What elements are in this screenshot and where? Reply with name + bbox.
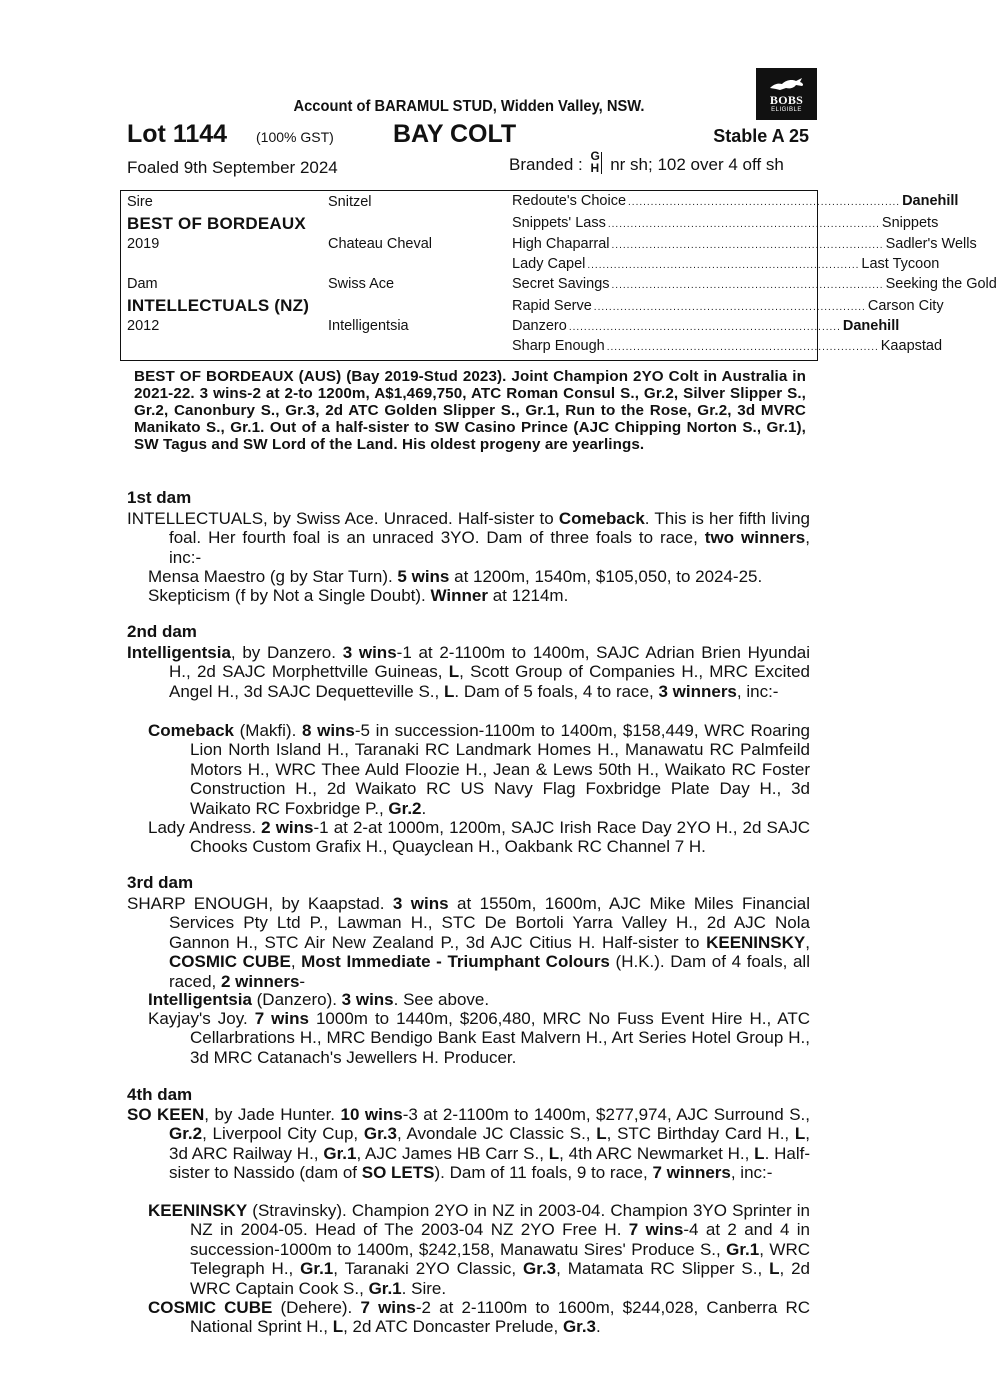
branded-label: Branded : bbox=[509, 155, 583, 174]
second-dam-heading: 2nd dam bbox=[127, 622, 197, 641]
foaled-date: Foaled 9th September 2024 bbox=[127, 158, 338, 177]
bold-run: L bbox=[332, 1317, 344, 1337]
first-dam-description bbox=[127, 509, 810, 567]
text-run: at 1214m. bbox=[487, 586, 569, 605]
bold-run: KEENINSKY bbox=[148, 1201, 248, 1220]
brand-mark bbox=[589, 150, 603, 176]
text-run: Skepticism (f by Not a Single Doubt). bbox=[148, 586, 431, 605]
gst-note: (100% GST) bbox=[256, 129, 334, 145]
brand-bottom: H bbox=[590, 161, 600, 175]
bold-run: 3 wins bbox=[341, 990, 394, 1009]
bold-run: Comeback bbox=[558, 509, 645, 528]
dot-leader: ........................................................................ bbox=[606, 342, 879, 353]
bold-run: 2 wins bbox=[261, 818, 314, 837]
ancestor-sire: Snippets bbox=[881, 215, 939, 231]
bold-run: Intelligentsia bbox=[127, 643, 231, 662]
ancestor-sire: Danehill bbox=[842, 318, 900, 334]
bold-run: 3 wins bbox=[342, 643, 397, 662]
text-run: , 2d ATC Doncaster Prelude, bbox=[343, 1317, 563, 1337]
logo-subtitle: ELIGIBLE bbox=[771, 107, 802, 113]
ancestor-name: Snippets' Lass bbox=[512, 215, 606, 231]
text-run: . Sire. bbox=[401, 1278, 447, 1298]
ancestor-row bbox=[512, 298, 944, 318]
text-run: INTELLECTUALS, by Swiss Ace. Unraced. Half-sister to bbox=[127, 509, 559, 528]
text-run: at 1550m, 1600m, AJC Mike Miles Financial Services Pty Ltd P., Lawman H., STC De Bortoli Yarra Valley H., 2d AJC Nola Gannon H., STC Air New Zealand P., 3d AJC Citius H. Half-sister to bbox=[169, 894, 810, 952]
dot-leader: ........................................................................ bbox=[611, 240, 884, 251]
lot-line bbox=[127, 120, 809, 152]
brand-info bbox=[509, 150, 809, 178]
bold-run: L bbox=[769, 1259, 780, 1279]
bold-run: 3 wins bbox=[392, 894, 449, 913]
ancestor-name: Secret Savings bbox=[512, 276, 610, 292]
brand-bar bbox=[601, 152, 602, 174]
text-run: , bbox=[290, 952, 302, 972]
ancestor-sire: Carson City bbox=[867, 298, 944, 314]
text-run: , Liverpool City Cup, bbox=[202, 1124, 364, 1144]
vendor-account: Account of BARAMUL STUD, Widden Valley, NSW. bbox=[293, 98, 645, 115]
first-dam-heading: 1st dam bbox=[127, 488, 192, 507]
text-run: - bbox=[299, 971, 306, 991]
bold-run: Gr.1 bbox=[726, 1239, 760, 1259]
bold-run: Gr.1 bbox=[300, 1259, 334, 1279]
text-run: -4 at 2 and 4 in succession-1000m to 1400m, $242,158, Manawatu Sires' Produce S., bbox=[190, 1220, 810, 1259]
text-run: Mensa Maestro (g by Star Turn). bbox=[148, 567, 398, 586]
dot-leader: ........................................................................ bbox=[628, 197, 901, 208]
text-run: -5 in succession-1100m to 1400m, $158,449, WRC Roaring Lion North Island H., Taranaki RC Landmark Homes H., Manawatu RC Palmfeild Motors H., WRC Thee Auld Floozie H., Jean & Lews 50th H., Waikato RC Foster Construction H., 2d Waikato RC US Navy Flag Foxbridge Plate Day H., 3d Waikato RC Foxbridge P., bbox=[190, 721, 810, 818]
text-run: (Stravinsky). Champion 2YO in NZ in 2003-04. Champion 3YO Sprinter in NZ in 2004-05. Head of The 2003-04 NZ 2YO Free H. bbox=[190, 1201, 810, 1240]
dam-year: 2012 bbox=[127, 318, 160, 334]
sire-year: 2019 bbox=[127, 236, 160, 252]
text-run: , AJC James HB Carr S., bbox=[356, 1143, 549, 1163]
bold-run: 7 winners bbox=[652, 1163, 731, 1183]
brand-details: nr sh; 102 over 4 off sh bbox=[610, 155, 784, 174]
text-run: , by Jade Hunter. bbox=[204, 1105, 341, 1124]
bold-run: Winner bbox=[430, 586, 488, 605]
text-run: ). Dam of 11 foals, 9 to race, bbox=[434, 1163, 653, 1183]
ancestor-sire: Seeking the Gold bbox=[885, 276, 997, 292]
bold-run: L bbox=[794, 1124, 806, 1144]
third-dam-heading: 3rd dam bbox=[127, 873, 194, 892]
horse-icon bbox=[768, 74, 806, 94]
lot-number: Lot 1144 bbox=[127, 120, 228, 148]
ancestor-name: Rapid Serve bbox=[512, 298, 592, 314]
sire-name: BEST OF BORDEAUX bbox=[127, 214, 306, 233]
bold-run: Gr.2 bbox=[388, 798, 422, 818]
fourth-dam-description bbox=[127, 1105, 810, 1183]
bold-run: COSMIC CUBE bbox=[148, 1298, 273, 1317]
bold-run: 7 wins bbox=[628, 1220, 684, 1240]
bold-run: Gr.1 bbox=[368, 1278, 402, 1298]
progeny-entry bbox=[148, 818, 810, 857]
second-dam-description bbox=[127, 643, 810, 701]
bold-run: 7 wins bbox=[360, 1298, 416, 1317]
bold-run: Comeback bbox=[148, 721, 234, 740]
dot-leader: ........................................................................ bbox=[587, 260, 860, 271]
text-run: -1 at 2-1100m to 1400m, SAJC Adrian Brien Hyundai H., 2d SAJC Morphettville Guineas, bbox=[169, 643, 811, 682]
dam-dam: Intelligentsia bbox=[328, 318, 409, 334]
ancestor-name: Redoute's Choice bbox=[512, 193, 627, 209]
sire-label: Sire bbox=[127, 194, 153, 210]
progeny-entry bbox=[148, 586, 810, 605]
bold-run: two winners bbox=[704, 528, 806, 548]
ancestor-sire: Danehill bbox=[902, 193, 959, 209]
text-run: Kayjay's Joy. bbox=[148, 1009, 255, 1028]
progeny-entry bbox=[148, 1009, 810, 1067]
bold-run: Intelligentsia bbox=[148, 990, 252, 1009]
progeny-entry bbox=[148, 721, 810, 818]
text-run: (Dehere). bbox=[272, 1298, 361, 1317]
bold-run: Most Immediate - Triumphant Colours bbox=[301, 952, 610, 972]
bold-run: 3 winners bbox=[658, 681, 737, 701]
logo-title: BOBS bbox=[769, 93, 804, 107]
text-run: , inc:- bbox=[730, 1163, 773, 1183]
bold-run: KEENINSKY bbox=[706, 932, 806, 952]
text-run: -1 at 2-at 1000m, 1200m, SAJC Irish Race Day 2YO H., 2d SAJC Chooks Custom Grafix H., Quayclean H., Oakbank RC Channel 7 H. bbox=[190, 818, 810, 857]
progeny-entry bbox=[148, 1298, 810, 1337]
pedigree-table bbox=[120, 190, 997, 361]
ancestor-name: Lady Capel bbox=[512, 256, 586, 272]
text-run: . Half-sister to Nassido (dam of bbox=[169, 1143, 810, 1183]
sire-dam: Chateau Cheval bbox=[328, 236, 432, 252]
text-run: , 4th ARC Newmarket H., bbox=[559, 1143, 755, 1163]
horse-description: BAY COLT bbox=[393, 120, 517, 148]
ancestor-row bbox=[512, 215, 939, 235]
bold-run: 7 wins bbox=[254, 1009, 309, 1028]
bold-run: 5 wins bbox=[397, 567, 450, 586]
bold-run: L bbox=[443, 681, 455, 701]
ancestor-row bbox=[512, 318, 900, 338]
bold-run: L bbox=[596, 1124, 607, 1144]
text-run: . bbox=[421, 798, 427, 818]
text-run: . Dam of 5 foals, 4 to race, bbox=[454, 681, 659, 701]
dam-sire: Swiss Ace bbox=[328, 276, 395, 292]
progeny-entry bbox=[148, 1201, 810, 1298]
stable-location: Stable A 25 bbox=[713, 126, 809, 146]
bold-run: SO LETS bbox=[361, 1163, 435, 1183]
text-run: , bbox=[805, 932, 810, 952]
text-run: , STC Birthday Card H., bbox=[606, 1124, 795, 1144]
ancestor-row bbox=[512, 236, 977, 256]
text-run: (H.K.). Dam of 4 foals, all raced, bbox=[169, 952, 810, 991]
text-run: at 1200m, 1540m, $105,050, to 2024-25. bbox=[449, 567, 763, 586]
ancestor-row bbox=[512, 276, 997, 296]
bold-run: Gr.3 bbox=[363, 1124, 397, 1144]
text-run: -2 at 2-1100m to 1600m, $244,028, Canberra RC National Sprint H., bbox=[190, 1298, 811, 1337]
text-run: (Makfi). bbox=[233, 721, 302, 740]
text-run: , WRC Telegraph H., bbox=[190, 1239, 810, 1279]
bold-run: Gr.1 bbox=[323, 1143, 357, 1163]
progeny-entry bbox=[148, 567, 810, 586]
bold-run: L bbox=[548, 1143, 560, 1163]
ancestor-sire: Last Tycoon bbox=[861, 256, 940, 272]
bold-run: COSMIC CUBE bbox=[169, 952, 291, 972]
fourth-dam-heading: 4th dam bbox=[127, 1085, 193, 1104]
bold-run: SO KEEN bbox=[127, 1105, 205, 1124]
bold-run: 10 wins bbox=[340, 1105, 403, 1124]
text-run: Lady Andress. bbox=[148, 818, 262, 837]
ancestor-sire: Sadler's Wells bbox=[885, 236, 977, 252]
text-run: SHARP ENOUGH, by Kaapstad. bbox=[127, 894, 393, 913]
dam-label: Dam bbox=[127, 276, 158, 292]
bold-run: L bbox=[448, 662, 460, 682]
text-run: . bbox=[596, 1317, 601, 1337]
ancestor-row bbox=[512, 256, 940, 276]
ancestor-name: High Chaparral bbox=[512, 236, 610, 252]
third-dam-description bbox=[127, 894, 810, 991]
text-run: , 2d WRC Captain Cook S., bbox=[190, 1259, 811, 1298]
bold-run: Gr.3 bbox=[562, 1317, 597, 1337]
bold-run: L bbox=[754, 1143, 765, 1163]
text-run: , inc:- bbox=[736, 681, 779, 701]
bold-run: Gr.2 bbox=[169, 1124, 203, 1144]
bold-run: 8 wins bbox=[301, 721, 355, 740]
text-run: , by Danzero. bbox=[230, 643, 343, 662]
dot-leader: ........................................................................ bbox=[607, 219, 880, 230]
bold-run: 2 winners bbox=[220, 971, 300, 991]
ancestor-name: Sharp Enough bbox=[512, 338, 605, 354]
text-run: , 3d ARC Railway H., bbox=[169, 1124, 810, 1163]
ancestor-row bbox=[512, 193, 959, 213]
brand-top: G bbox=[590, 149, 600, 163]
text-run: (Danzero). bbox=[251, 990, 342, 1009]
ancestor-row bbox=[512, 338, 943, 358]
dot-leader: ........................................................................ bbox=[593, 302, 866, 313]
dam-name: INTELLECTUALS (NZ) bbox=[127, 296, 310, 315]
text-run: , inc:- bbox=[169, 528, 810, 567]
text-run: . This is her fifth living foal. Her fourth foal is an unraced 3YO. Dam of three foals to race, bbox=[169, 509, 810, 548]
text-run: , Avondale JC Classic S., bbox=[396, 1124, 597, 1144]
dot-leader: ........................................................................ bbox=[568, 322, 841, 333]
text-run: 1000m to 1440m, $206,480, MRC No Fuss Event Hire H., ATC Cellarbrations H., MRC Bendigo Bank East Malvern H., Art Series Hotel Group H., 3d MRC Catanach's Jewellers H. Producer. bbox=[190, 1009, 810, 1067]
text-run: , Taranaki 2YO Classic, bbox=[333, 1259, 524, 1279]
dot-leader: ........................................................................ bbox=[611, 280, 884, 291]
progeny-entry bbox=[148, 990, 810, 1009]
text-run: , Matamata RC Slipper S., bbox=[556, 1259, 770, 1279]
text-run: , Scott Group of Companies H., MRC Excited Angel H., 3d SAJC Dequetteville S., bbox=[169, 662, 811, 701]
ancestor-sire: Kaapstad bbox=[880, 338, 943, 354]
text-run: . See above. bbox=[393, 990, 490, 1009]
text-run: -3 at 2-1100m to 1400m, $277,974, AJC Surround S., bbox=[402, 1105, 810, 1124]
ancestor-name: Danzero bbox=[512, 318, 567, 334]
sire-sire: Snitzel bbox=[328, 194, 372, 210]
sire-summary: BEST OF BORDEAUX (AUS) (Bay 2019-Stud 2023). Joint Champion 2YO Colt in Australia in 2021-22. 3 wins-2 at 2-to 1200m, A$1,469,750, ATC Roman Consul S., Gr.2, Silver Slipper S., Gr.2, Canonbury S., Gr.3, 2d ATC Golden Slipper S., Gr.1, Run to the Rose, Gr.2, 3d MVRC Manikato S., Gr.1. Out of a half-sister to SW Casino Prince (AJC Chipping Norton S., Gr.1), SW Tagus and SW Lord of the Land. His oldest progeny are yearlings. bbox=[134, 368, 806, 453]
bold-run: Gr.3 bbox=[523, 1259, 557, 1279]
